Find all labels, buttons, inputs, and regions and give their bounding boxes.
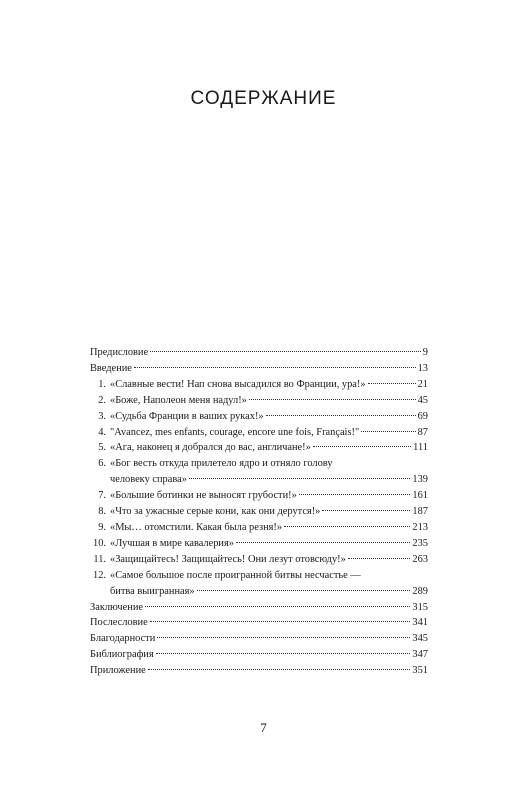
toc-entry[interactable]	[90, 504, 428, 520]
toc-entry[interactable]	[90, 361, 428, 377]
toc-entry-title: «Ага, наконец я добрался до вас, англичане!»	[110, 442, 311, 454]
toc-entry[interactable]	[90, 520, 428, 536]
toc-entry[interactable]	[90, 440, 428, 456]
dot-leader	[284, 526, 410, 527]
toc-entry[interactable]	[90, 409, 428, 425]
dot-leader	[150, 351, 421, 352]
dot-leader	[236, 542, 410, 543]
dot-leader	[368, 383, 416, 384]
table-of-contents	[90, 345, 428, 679]
toc-entry-page: 9	[422, 347, 428, 358]
toc-entry-title: Предисловие	[90, 347, 149, 358]
toc-entry-title: «Судьба Франции в ваших руках!»	[110, 410, 264, 422]
toc-entry-number: 9.	[98, 521, 106, 533]
toc-entry-page: 111	[413, 442, 428, 454]
toc-entry[interactable]	[90, 488, 428, 504]
dot-leader	[150, 621, 411, 622]
toc-entry-number: 6.	[98, 458, 106, 470]
toc-entry[interactable]	[90, 631, 428, 647]
toc-entry-title: "Avancez, mes enfants, courage, encore une fois, Français!"	[110, 426, 360, 438]
toc-entry[interactable]	[90, 647, 428, 663]
toc-entry-page: 351	[412, 665, 428, 677]
page-title: СОДЕРЖАНИЕ	[190, 88, 337, 109]
toc-entry[interactable]	[90, 615, 428, 631]
dot-leader	[249, 399, 416, 400]
toc-entry-title-continued: человеку справа»	[110, 474, 187, 486]
toc-entry-title: Введение	[90, 362, 132, 374]
dot-leader	[134, 367, 416, 368]
dot-leader	[313, 446, 411, 447]
toc-entry-title: «Лучшая в мире кавалерия»	[110, 537, 234, 549]
toc-entry-page: 213	[412, 521, 428, 533]
toc-entry-title: «Большие ботинки не выносят грубости!»	[110, 490, 297, 502]
toc-entry-title: «Славные вести! Нап снова высадился во Франции, ура!»	[110, 378, 366, 390]
dot-leader	[189, 478, 410, 479]
toc-entry-number: 3.	[98, 410, 106, 422]
dot-leader	[361, 431, 415, 432]
toc-entry[interactable]	[90, 600, 428, 616]
toc-entry-page: 139	[412, 474, 428, 486]
toc-entry-number: 1.	[98, 378, 106, 390]
toc-entry-title: Благодарности	[90, 633, 156, 645]
toc-entry[interactable]	[90, 425, 428, 441]
toc-entry[interactable]	[90, 456, 428, 488]
dot-leader	[145, 606, 410, 607]
page-number: 7	[260, 720, 267, 735]
toc-entry-page: 87	[417, 426, 428, 438]
toc-entry[interactable]	[90, 393, 428, 409]
toc-entry-title: «Самое большое после проигранной битвы несчастье —	[110, 569, 361, 581]
dot-leader	[266, 415, 416, 416]
toc-entry-page: 345	[412, 633, 428, 645]
toc-entry[interactable]	[90, 568, 428, 600]
toc-entry-title: Приложение	[90, 665, 146, 677]
toc-entry-page: 69	[417, 410, 428, 422]
toc-entry-page: 45	[417, 394, 428, 406]
toc-entry[interactable]	[90, 377, 428, 393]
toc-entry-number: 7.	[98, 490, 106, 502]
dot-leader	[148, 669, 411, 670]
dot-leader	[348, 558, 411, 559]
toc-entry-page: 235	[412, 537, 428, 549]
dot-leader	[157, 637, 410, 638]
toc-entry-number: 8.	[98, 506, 106, 518]
dot-leader	[322, 510, 410, 511]
toc-entry-page: 315	[412, 601, 428, 613]
dot-leader	[156, 653, 411, 654]
toc-entry-title: «Что за ужасные серые кони, как они дерутся!»	[110, 506, 321, 518]
dot-leader	[299, 494, 411, 495]
toc-entry-title: «Защищайтесь! Защищайтесь! Они лезут отовсюду!»	[110, 553, 346, 565]
toc-entry-title-continued: битва выигранная»	[110, 585, 195, 597]
toc-entry-number: 5.	[98, 442, 106, 454]
toc-entry-page: 13	[417, 362, 428, 374]
toc-entry-title: «Боже, Наполеон меня надул!»	[110, 394, 247, 406]
toc-entry[interactable]	[90, 552, 428, 568]
toc-entry-page: 161	[412, 490, 428, 502]
toc-entry-title: «Бог весть откуда прилетело ядро и отняло голову	[110, 458, 333, 470]
toc-entry-page: 187	[412, 506, 428, 518]
toc-entry-title: «Мы… отомстили. Какая была резня!»	[110, 521, 283, 533]
toc-entry-title: Послесловие	[90, 617, 148, 629]
toc-entry-number: 12.	[93, 569, 106, 581]
toc-entry-number: 2.	[98, 394, 106, 406]
dot-leader	[197, 590, 411, 591]
toc-entry-page: 21	[417, 378, 428, 390]
toc-entry-page: 263	[412, 553, 428, 565]
toc-entry-page: 341	[412, 617, 428, 629]
toc-entry[interactable]	[90, 536, 428, 552]
toc-entry[interactable]	[90, 345, 428, 361]
toc-entry-title: Заключение	[90, 601, 143, 613]
toc-entry-number: 11.	[93, 553, 106, 565]
toc-entry[interactable]	[90, 663, 428, 679]
toc-entry-page: 347	[412, 649, 428, 661]
toc-entry-number: 10.	[93, 537, 106, 549]
toc-entry-page: 289	[412, 585, 428, 597]
toc-entry-number: 4.	[98, 426, 106, 438]
toc-entry-title: Библиография	[90, 649, 154, 661]
